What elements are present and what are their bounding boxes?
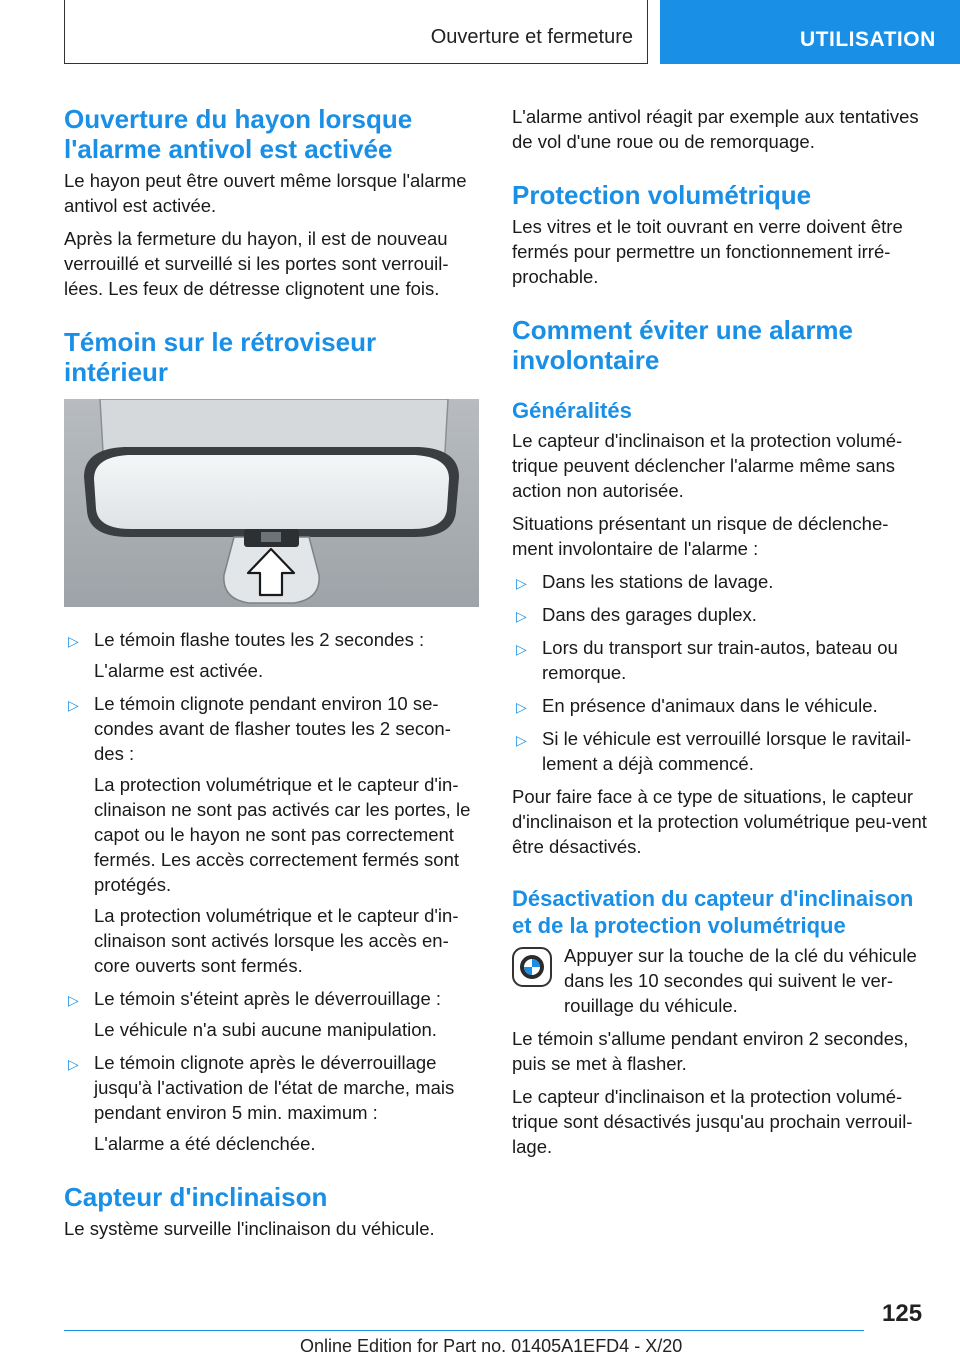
triangle-bullet-icon: ▷ (516, 608, 527, 624)
triangle-bullet-icon: ▷ (68, 697, 79, 713)
left-column (64, 104, 479, 1249)
list-item: ▷ Le témoin clignote après le déverrouillage jusqu'à l'activation de l'état de marche, mais pendant environ 5 min. maximum : L'alarme a été déclenchée. (68, 1052, 455, 1154)
heading-desactivation: Désactivation du capteur d'inclinaison et de la protection volumétrique (512, 886, 914, 938)
rearview-mirror-illustration (64, 399, 479, 607)
header-chapter-title: UTILISATION (800, 28, 936, 51)
heading-protection-volumetrique: Protection volumétrique (512, 180, 812, 210)
triangle-bullet-icon: ▷ (68, 633, 79, 649)
triangle-bullet-icon: ▷ (516, 641, 527, 657)
paragraph: Situations présentant un risque de déclenche-ment involontaire de l'alarme : (512, 513, 889, 559)
temoin-bullet-list (64, 627, 479, 1156)
list-item: ▷ Le témoin clignote pendant environ 10 se-condes avant de flasher toutes les 2 secon-des : La protection volumétrique et le capteur d'in-clinaison ne sont pas activés car les portes, le capot ou le hayon ne sont pas correctement fermés. Les accès correctement fermés sont protégés. La protection volumétrique et le capteur d'in-clinaison sont activés lorsque les accès en-core ouverts sont fermés. (68, 693, 471, 976)
paragraph: Le témoin s'allume pendant environ 2 secondes, puis se met à flasher. (512, 1028, 909, 1074)
triangle-bullet-icon: ▷ (516, 575, 527, 591)
paragraph: Les vitres et le toit ouvrant en verre doivent être fermés pour permettre un fonctionnement irré-prochable. (512, 216, 903, 287)
list-item: ▷ En présence d'animaux dans le véhicule. (512, 693, 927, 718)
page-number: 125 (882, 1300, 923, 1327)
footer-divider (64, 1330, 864, 1331)
right-column (512, 104, 927, 1167)
heading-capteur-inclinaison: Capteur d'inclinaison (64, 1182, 328, 1212)
paragraph: Le capteur d'inclinaison et la protection volumé-trique sont désactivés jusqu'au prochain verrouil-lage. (512, 1086, 913, 1157)
list-item: ▷ Si le véhicule est verrouillé lorsque le ravitail-lement a déjà commencé. (516, 728, 912, 774)
heading-hayon-alarme: Ouverture du hayon lorsque l'alarme antivol est activée (64, 104, 413, 164)
triangle-bullet-icon: ▷ (516, 732, 527, 748)
header-section-box (64, 0, 648, 64)
paragraph: Après la fermeture du hayon, il est de nouveau verrouillé et surveillé si les portes sont verrouil-lées. Les feux de détresse clignotent une fois. (64, 228, 449, 299)
paragraph: Le système surveille l'inclinaison du véhicule. (64, 1218, 435, 1239)
paragraph: Le capteur d'inclinaison et la protection volumé-trique peuvent déclencher l'alarme même sans action non autorisée. (512, 430, 903, 501)
bmw-key-icon (512, 947, 552, 987)
list-item: ▷ Dans les stations de lavage. (512, 569, 927, 594)
paragraph: Pour faire face à ce type de situations, le capteur d'inclinaison et la protection volumétrique peu-vent être désactivés. (512, 786, 927, 857)
list-item: ▷ Dans des garages duplex. (512, 602, 927, 627)
list-item: ▷ Lors du transport sur train-autos, bateau ou remorque. (516, 637, 898, 683)
header-chapter-tab (660, 0, 960, 64)
paragraph: Le hayon peut être ouvert même lorsque l'alarme antivol est activée. (64, 170, 467, 216)
heading-temoin-retroviseur: Témoin sur le rétroviseur intérieur (64, 327, 377, 387)
heading-eviter-alarme: Comment éviter une alarme involontaire (512, 315, 854, 375)
list-item: ▷ Le témoin s'éteint après le déverrouillage : Le véhicule n'a subi aucune manipulation. (68, 988, 442, 1040)
paragraph: L'alarme antivol réagit par exemple aux tentatives de vol d'une roue ou de remorquage. (512, 106, 919, 152)
triangle-bullet-icon: ▷ (516, 699, 527, 715)
header-section-title: Ouverture et fermeture (430, 26, 633, 48)
situations-bullet-list (512, 569, 927, 776)
list-item: ▷ Le témoin flashe toutes les 2 secondes : L'alarme est activée. (68, 629, 425, 681)
footer-edition: Online Edition for Part no. 01405A1EFD4 - X/20 (300, 1336, 683, 1356)
key-instruction: Appuyer sur la touche de la clé du véhicule dans les 10 secondes qui suivent le ver-rouillage du véhicule. (512, 943, 927, 1018)
heading-generalites: Généralités (512, 398, 632, 423)
triangle-bullet-icon: ▷ (68, 992, 79, 1008)
triangle-bullet-icon: ▷ (68, 1056, 79, 1072)
